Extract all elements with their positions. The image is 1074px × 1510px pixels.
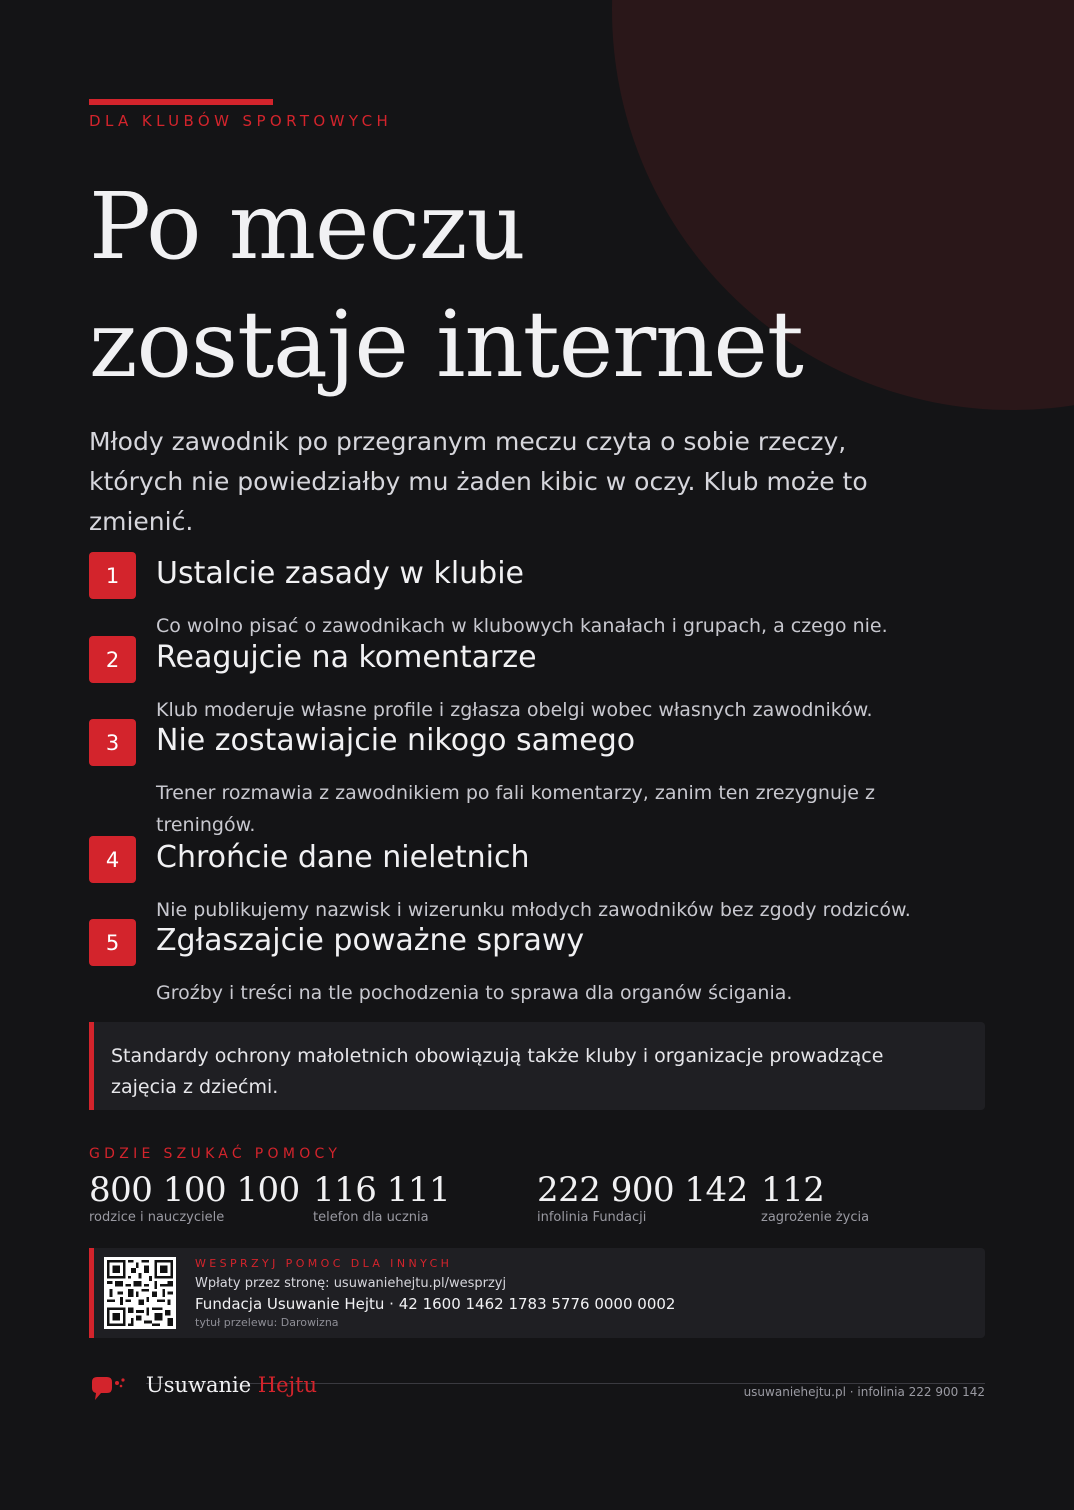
speech-bubble-icon (90, 1374, 126, 1404)
callout-text: Standardy ochrony małoletnich obowiązują także kluby i organizacje prowadzące zajęcia z dziećmi. (111, 1045, 884, 1098)
kicker-bar (89, 99, 273, 105)
hotline-1 (89, 1168, 300, 1225)
step-title: Chrońcie dane nieletnich (156, 840, 530, 875)
step-description: Co wolno pisać o zawodnikach w klubowych kanałach i grupach, a czego nie. (156, 615, 888, 637)
brand-name (146, 1373, 317, 1397)
hotline-label: infolinia Fundacji (537, 1210, 647, 1225)
hotline-number: 112 (761, 1170, 825, 1210)
step-number: 5 (89, 919, 136, 966)
brand-part-1: Usuwanie (146, 1373, 252, 1397)
step-number: 1 (89, 552, 136, 599)
hotline-2 (313, 1168, 450, 1225)
step-number: 2 (89, 636, 136, 683)
donate-transfer-title: tytuł przelewu: Darowizna (195, 1316, 339, 1329)
footer-contact: usuwaniehejtu.pl · infolinia 222 900 142 (743, 1385, 985, 1399)
step-description: Nie publikujemy nazwisk i wizerunku młodych zawodników bez zgody rodziców. (156, 899, 911, 921)
step-description: Klub moderuje własne profile i zgłasza obelgi wobec własnych zawodników. (156, 699, 873, 721)
callout-box (89, 1022, 985, 1110)
brand-part-2: Hejtu (257, 1373, 318, 1397)
help-title: GDZIE SZUKAĆ POMOCY (89, 1146, 342, 1162)
step-title: Nie zostawiajcie nikogo samego (156, 723, 636, 758)
donate-text (195, 1257, 675, 1330)
hotline-number: 116 111 (313, 1170, 451, 1210)
hotline-number: 222 900 142 (537, 1170, 748, 1210)
hotline-label: rodzice i nauczyciele (89, 1210, 225, 1225)
step-description: Trener rozmawia z zawodnikiem po fali komentarzy, zanim ten zrezygnuje z treningów. (156, 782, 875, 836)
step-description: Groźby i treści na tle pochodzenia to sprawa dla organów ścigania. (156, 982, 793, 1004)
donate-website: Wpłaty przez stronę: usuwaniehejtu.pl/wesprzyj (195, 1276, 507, 1291)
hotline-number: 800 100 100 (89, 1170, 300, 1210)
step-number: 3 (89, 719, 136, 766)
step-title: Ustalcie zasady w klubie (156, 556, 524, 591)
qr-code-icon[interactable] (104, 1257, 176, 1329)
step-title: Zgłaszajcie poważne sprawy (156, 923, 585, 958)
donate-account: Fundacja Usuwanie Hejtu · 42 1600 1462 1783 5776 0000 0002 (195, 1295, 676, 1313)
hotline-label: zagrożenie życia (761, 1210, 870, 1225)
step-number: 4 (89, 836, 136, 883)
headline (89, 168, 803, 404)
lead-paragraph: Młody zawodnik po przegranym meczu czyta o sobie rzeczy, których nie powiedziałby mu żaden kibic w oczy. Klub może to zmienić. (89, 427, 868, 536)
headline-line-2: zostaje internet (89, 291, 803, 398)
hotline-4 (761, 1168, 869, 1225)
kicker: DLA KLUBÓW SPORTOWYCH (89, 112, 393, 130)
donate-title: WESPRZYJ POMOC DLA INNYCH (195, 1257, 453, 1270)
donate-box (89, 1248, 985, 1338)
hotline-label: telefon dla ucznia (313, 1210, 429, 1225)
headline-line-1: Po meczu (89, 173, 525, 280)
step-title: Reagujcie na komentarze (156, 640, 537, 675)
hotline-3 (537, 1168, 748, 1225)
